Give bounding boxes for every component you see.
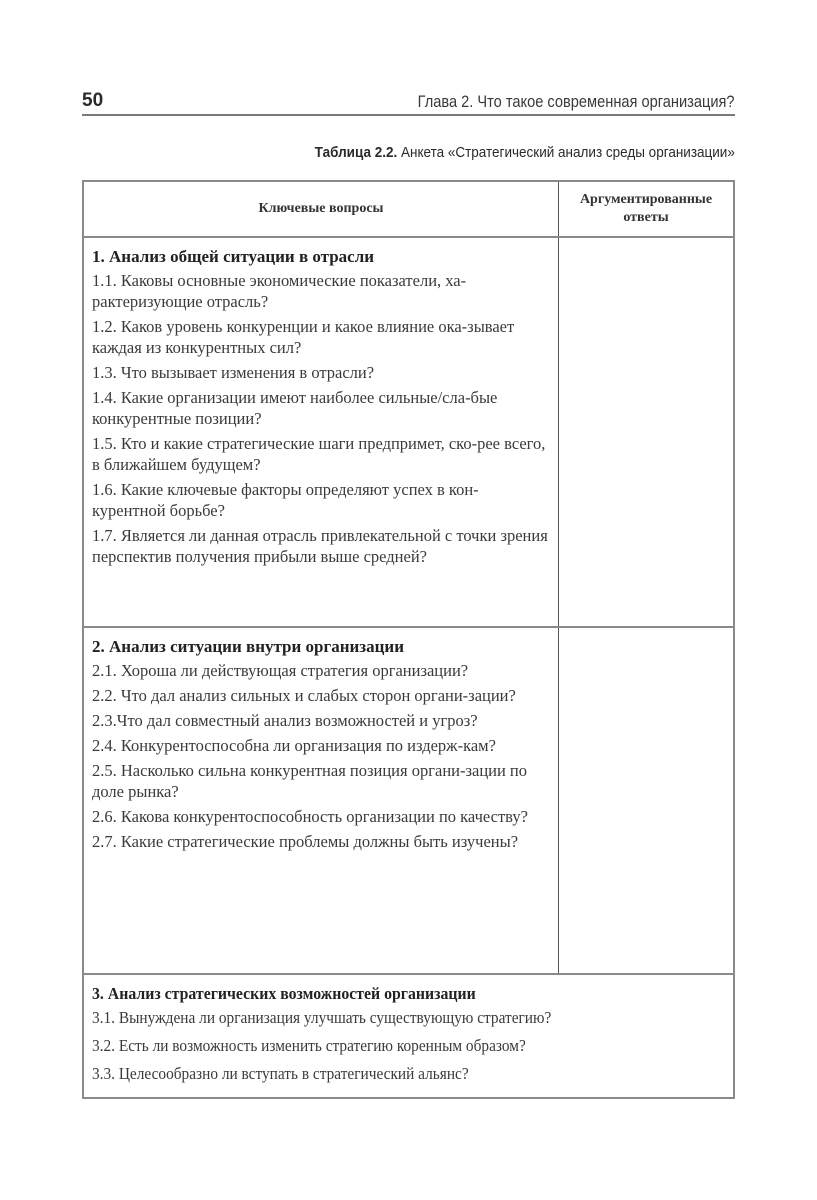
- survey-table: [82, 180, 735, 1099]
- answer-cell-section-2: [559, 628, 733, 973]
- table-row-section-1: [84, 238, 733, 628]
- question-2-6: 2.6. Какова конкурентоспособность организации по качеству?: [92, 807, 528, 826]
- question-2-1: 2.1. Хороша ли действующая стратегия организации?: [92, 661, 469, 680]
- running-header: [82, 90, 735, 116]
- chapter-title: Глава 2. Что такое современная организация?: [418, 92, 735, 111]
- question-1-5: 1.5. Кто и какие стратегические шаги предпримет, ско-рее всего, в ближайшем будущем?: [92, 434, 546, 474]
- question-1-4: 1.4. Какие организации имеют наиболее сильные/сла-бые конкурентные позиции?: [92, 388, 498, 428]
- table-header-row: [84, 182, 733, 238]
- questions-cell: [84, 975, 733, 1097]
- question-1-1: 1.1. Каковы основные экономические показатели, ха-рактеризующие отрасль?: [92, 271, 467, 311]
- question-3-3: 3.3. Целесообразно ли вступать в стратегический альянс?: [92, 1064, 469, 1083]
- header-key-questions: Ключевые вопросы: [84, 182, 559, 236]
- section-title: 2. Анализ ситуации внутри организации: [92, 637, 405, 656]
- question-2-2: 2.2. Что дал анализ сильных и слабых сторон органи-зации?: [92, 686, 516, 705]
- page-number: 50: [82, 90, 104, 111]
- section-title: 1. Анализ общей ситуации в отрасли: [92, 247, 375, 266]
- answer-cell-section-1: [559, 238, 733, 626]
- question-1-2: 1.2. Каков уровень конкуренции и какое влияние ока-зывает каждая из конкурентных сил?: [92, 317, 515, 357]
- questions-cell: [84, 628, 559, 973]
- table-row-section-2: [84, 628, 733, 975]
- question-2-3: 2.3.Что дал совместный анализ возможностей и угроз?: [92, 711, 478, 730]
- header-reasoned-answers: Аргументированные ответы: [579, 192, 713, 225]
- question-1-7: 1.7. Является ли данная отрасль привлекательной с точки зрения перспектив получения прибыли выше средней?: [92, 526, 548, 566]
- table-row-section-3: [84, 975, 733, 1097]
- question-2-5: 2.5. Насколько сильна конкурентная позиция органи-зации по доле рынка?: [92, 761, 528, 801]
- question-3-1: 3.1. Вынуждена ли организация улучшать существующую стратегию?: [92, 1008, 552, 1027]
- section-title: 3. Анализ стратегических возможностей организации: [92, 984, 476, 1003]
- question-2-4: 2.4. Конкурентоспособна ли организация по издерж-кам?: [92, 736, 496, 755]
- question-1-6: 1.6. Какие ключевые факторы определяют успех в кон-курентной борьбе?: [92, 480, 479, 520]
- table-label: Таблица 2.2.: [314, 144, 398, 161]
- table-title: Анкета «Стратегический анализ среды организации»: [401, 144, 735, 161]
- question-1-3: 1.3. Что вызывает изменения в отрасли?: [92, 363, 375, 382]
- question-2-7: 2.7. Какие стратегические проблемы должны быть изучены?: [92, 832, 519, 851]
- question-3-2: 3.2. Есть ли возможность изменить стратегию коренным образом?: [92, 1036, 526, 1055]
- table-caption: [315, 144, 735, 161]
- questions-cell: [84, 238, 559, 626]
